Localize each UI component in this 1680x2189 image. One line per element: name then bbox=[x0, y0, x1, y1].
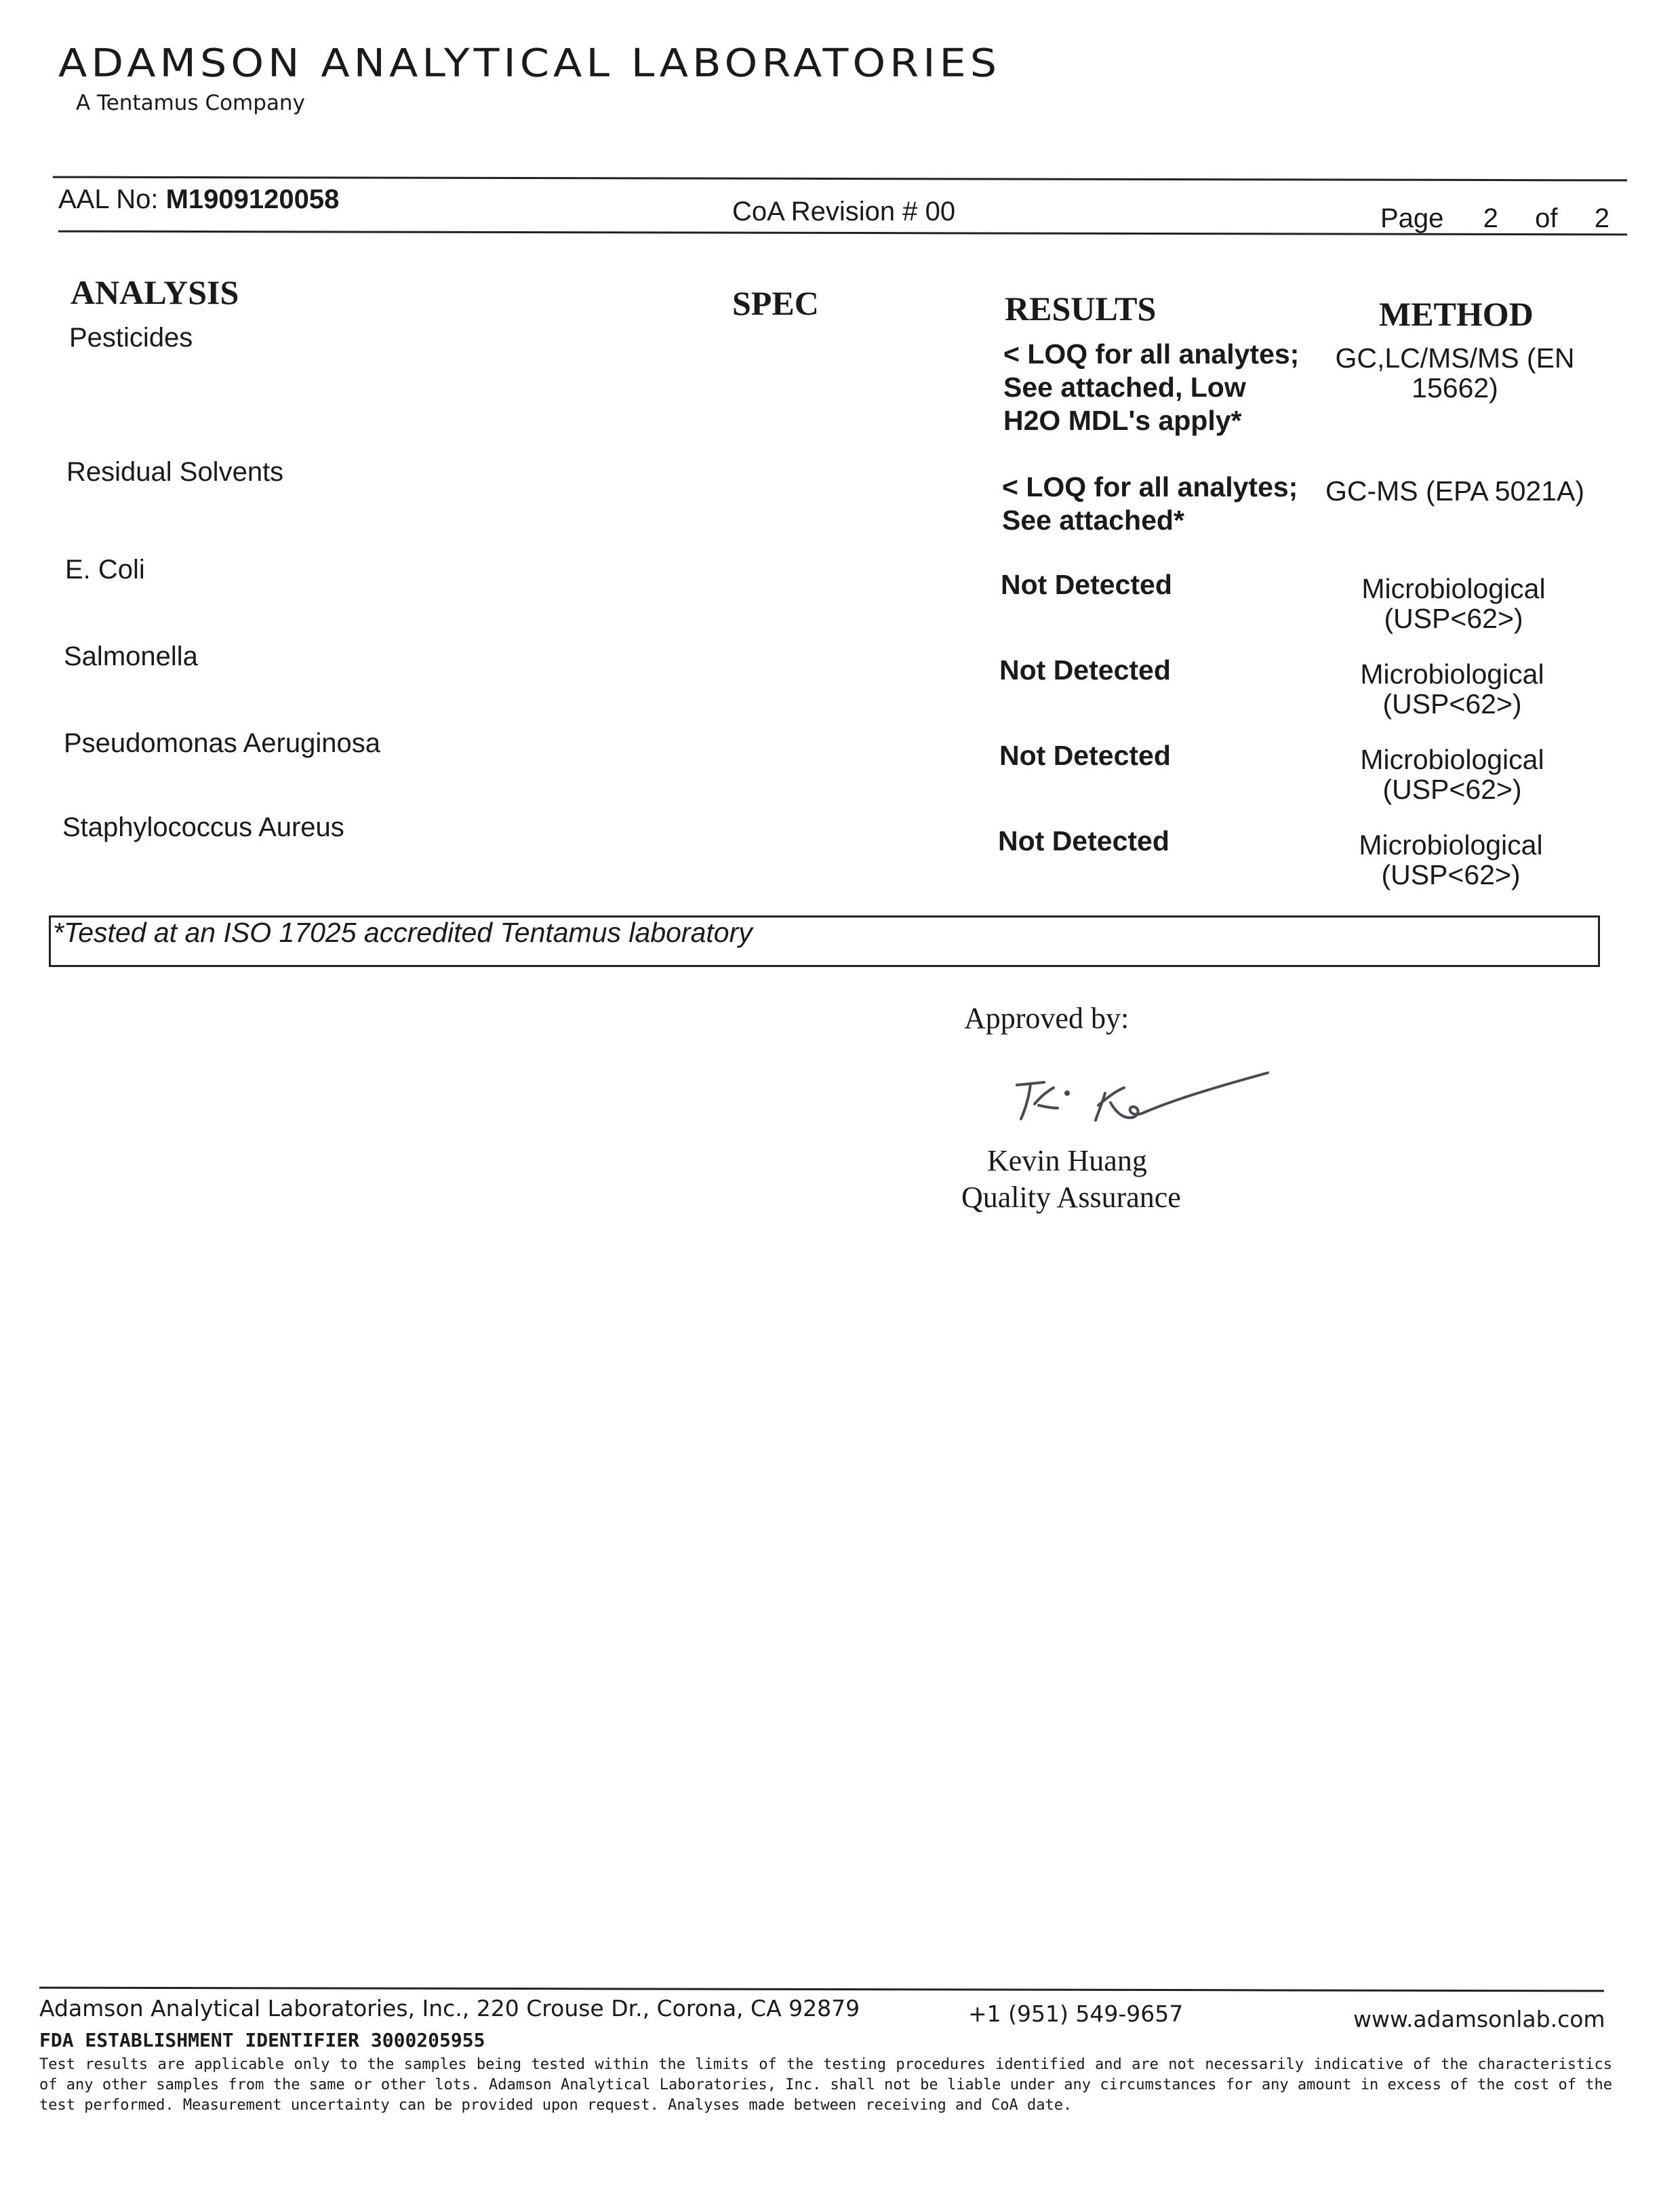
footer-website[interactable]: www.adamsonlab.com bbox=[1353, 2006, 1605, 2032]
coa-revision: CoA Revision # 00 bbox=[732, 197, 956, 226]
aal-label: AAL No: bbox=[58, 184, 159, 214]
method-name: Microbiological (USP<62>) bbox=[1361, 573, 1546, 634]
analysis-name: Pseudomonas Aeruginosa bbox=[64, 728, 380, 758]
page-indicator bbox=[1380, 203, 1609, 234]
page-current: 2 bbox=[1483, 203, 1498, 233]
aal-value: M1909120058 bbox=[165, 184, 340, 214]
footer-phone: +1 (951) 549-9657 bbox=[968, 2000, 1184, 2027]
method-column-heading: METHOD bbox=[1379, 295, 1534, 333]
method-name: Microbiological (USP<62>) bbox=[1360, 658, 1544, 719]
lab-tagline: A Tentamus Company bbox=[76, 91, 305, 115]
page-total: 2 bbox=[1594, 203, 1610, 233]
footer-rule bbox=[39, 1987, 1604, 1992]
result-value: Not Detected bbox=[999, 740, 1171, 771]
method-name: Microbiological (USP<62>) bbox=[1360, 744, 1544, 805]
disclaimer-text: Test results are applicable only to the samples being tested within the limits of the testing procedures identified and are not necessarily indicative of the characteristics of any other samples from the same or other lots. Adamson Analytical Laboratories, Inc. shall not be liable under any circumstances for any amount in excess of the cost of the test performed. Measurement uncertainty can be provided upon request. Analyses made between receiving and CoA date. bbox=[39, 2056, 1612, 2114]
analysis-name: Residual Solvents bbox=[66, 457, 284, 487]
analysis-name: Staphylococcus Aureus bbox=[62, 812, 344, 842]
analysis-name: Pesticides bbox=[69, 323, 193, 353]
result-value: Not Detected bbox=[999, 654, 1171, 686]
analysis-column-heading: ANALYSIS bbox=[71, 273, 239, 311]
method-name: Microbiological (USP<62>) bbox=[1359, 829, 1543, 890]
result-value: < LOQ for all analytes; See attached, Low H2O MDL's apply* bbox=[1003, 338, 1300, 436]
lab-logo-title: ADAMSON ANALYTICAL LABORATORIES bbox=[58, 39, 1001, 86]
page-of: of bbox=[1535, 203, 1558, 233]
method-name: GC,LC/MS/MS (EN 15662) bbox=[1335, 342, 1575, 403]
analysis-name: E. Coli bbox=[65, 555, 145, 585]
result-value: Not Detected bbox=[1001, 569, 1172, 600]
signature-image bbox=[997, 1065, 1281, 1139]
approved-by-label: Approved by: bbox=[964, 1002, 1129, 1035]
footer-address: Adamson Analytical Laboratories, Inc., 220 Crouse Dr., Corona, CA 92879 bbox=[39, 1995, 860, 2022]
result-value: Not Detected bbox=[998, 825, 1169, 856]
results-column-heading: RESULTS bbox=[1005, 290, 1157, 328]
method-name: GC-MS (EPA 5021A) bbox=[1325, 475, 1585, 507]
fda-establishment-id: FDA ESTABLISHMENT IDENTIFIER 3000205955 bbox=[39, 2029, 485, 2051]
aal-number bbox=[58, 184, 339, 215]
approver-title: Quality Assurance bbox=[961, 1181, 1181, 1214]
approver-name: Kevin Huang bbox=[987, 1144, 1147, 1177]
accreditation-note: *Tested at an ISO 17025 accredited Tentamus laboratory bbox=[53, 917, 753, 948]
result-value: < LOQ for all analytes; See attached* bbox=[1002, 471, 1298, 536]
spec-column-heading: SPEC bbox=[732, 284, 819, 322]
info-bar-top-rule bbox=[53, 176, 1627, 182]
page-label: Page bbox=[1380, 203, 1444, 233]
analysis-name: Salmonella bbox=[64, 642, 198, 671]
